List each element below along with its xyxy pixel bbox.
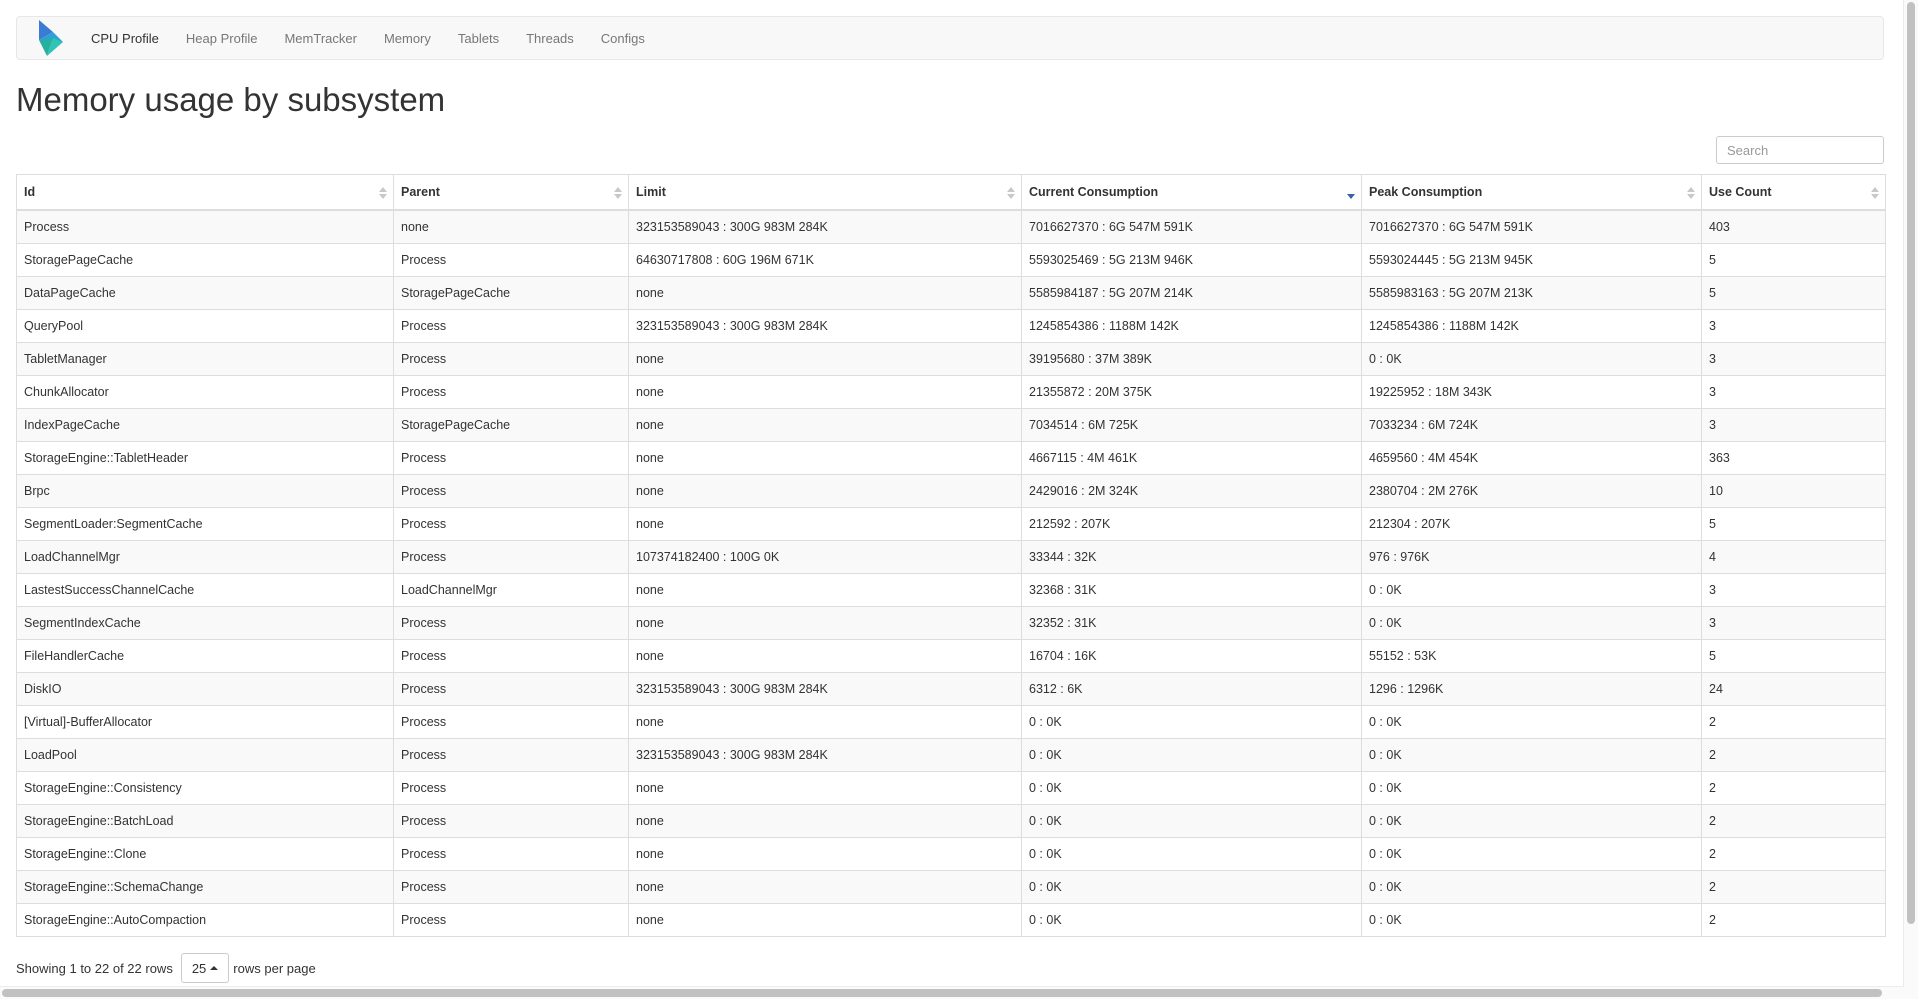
table-cell: StorageEngine::TabletHeader xyxy=(17,442,394,475)
table-cell: 0 : 0K xyxy=(1022,706,1362,739)
table-cell: 0 : 0K xyxy=(1362,706,1702,739)
table-cell: none xyxy=(629,376,1022,409)
table-row xyxy=(17,277,1886,310)
table-row xyxy=(17,673,1886,706)
table-cell: Process xyxy=(17,210,394,244)
sort-desc-icon xyxy=(1347,186,1355,200)
table-cell: Brpc xyxy=(17,475,394,508)
table-cell: 2 xyxy=(1702,739,1886,772)
table-cell: 16704 : 16K xyxy=(1022,640,1362,673)
sort-arrows-icon xyxy=(379,186,387,200)
caret-up-icon xyxy=(210,966,218,970)
top-navbar xyxy=(16,16,1884,60)
column-header-limit[interactable] xyxy=(629,175,1022,211)
table-cell: StoragePageCache xyxy=(394,277,629,310)
table-cell: 0 : 0K xyxy=(1362,838,1702,871)
table-cell: 363 xyxy=(1702,442,1886,475)
doris-logo-icon[interactable] xyxy=(35,18,65,58)
table-cell: 4667115 : 4M 461K xyxy=(1022,442,1362,475)
table-cell: 4 xyxy=(1702,541,1886,574)
table-cell: none xyxy=(629,805,1022,838)
table-cell: 323153589043 : 300G 983M 284K xyxy=(629,739,1022,772)
table-row xyxy=(17,310,1886,343)
table-cell: Process xyxy=(394,310,629,343)
nav-item-tablets[interactable]: Tablets xyxy=(457,30,500,46)
table-row xyxy=(17,541,1886,574)
table-cell: StorageEngine::Consistency xyxy=(17,772,394,805)
table-cell: 0 : 0K xyxy=(1022,772,1362,805)
table-cell: Process xyxy=(394,871,629,904)
sort-arrows-icon xyxy=(1687,186,1695,200)
table-cell: ChunkAllocator xyxy=(17,376,394,409)
column-header-use-count[interactable] xyxy=(1702,175,1886,211)
table-cell: DiskIO xyxy=(17,673,394,706)
table-cell: Process xyxy=(394,640,629,673)
table-cell: Process xyxy=(394,739,629,772)
table-cell: 3 xyxy=(1702,409,1886,442)
horizontal-scrollbar-thumb[interactable] xyxy=(2,989,1882,997)
table-cell: 0 : 0K xyxy=(1362,871,1702,904)
table-cell: 2 xyxy=(1702,706,1886,739)
pagination-info: Showing 1 to 22 of 22 rows xyxy=(16,960,173,976)
table-cell: 0 : 0K xyxy=(1362,607,1702,640)
table-cell: StorageEngine::BatchLoad xyxy=(17,805,394,838)
table-cell: Process xyxy=(394,376,629,409)
table-cell: 55152 : 53K xyxy=(1362,640,1702,673)
table-row xyxy=(17,805,1886,838)
table-cell: none xyxy=(629,508,1022,541)
table-cell: StoragePageCache xyxy=(17,244,394,277)
table-cell: 6312 : 6K xyxy=(1022,673,1362,706)
table-cell: 0 : 0K xyxy=(1022,838,1362,871)
table-row xyxy=(17,508,1886,541)
table-header-row xyxy=(17,175,1886,211)
table-cell: 1245854386 : 1188M 142K xyxy=(1362,310,1702,343)
table-cell: StorageEngine::Clone xyxy=(17,838,394,871)
table-cell: 7016627370 : 6G 547M 591K xyxy=(1362,210,1702,244)
table-cell: none xyxy=(629,706,1022,739)
table-cell: 976 : 976K xyxy=(1362,541,1702,574)
sort-arrows-icon xyxy=(614,186,622,200)
column-header-label: Use Count xyxy=(1709,185,1772,199)
table-cell: 2 xyxy=(1702,805,1886,838)
table-cell: Process xyxy=(394,673,629,706)
table-cell: none xyxy=(629,838,1022,871)
table-cell: Process xyxy=(394,475,629,508)
table-cell: 323153589043 : 300G 983M 284K xyxy=(629,210,1022,244)
table-cell: 2 xyxy=(1702,871,1886,904)
table-cell: 2 xyxy=(1702,772,1886,805)
table-cell: 5585983163 : 5G 207M 213K xyxy=(1362,277,1702,310)
table-cell: 7033234 : 6M 724K xyxy=(1362,409,1702,442)
table-cell: 212592 : 207K xyxy=(1022,508,1362,541)
table-cell: 3 xyxy=(1702,343,1886,376)
table-cell: Process xyxy=(394,343,629,376)
page-title: Memory usage by subsystem xyxy=(16,81,446,118)
nav-item-threads[interactable]: Threads xyxy=(526,30,574,46)
sort-arrows-icon xyxy=(1007,186,1015,200)
table-cell: 107374182400 : 100G 0K xyxy=(629,541,1022,574)
table-cell: DataPageCache xyxy=(17,277,394,310)
table-cell: 1296 : 1296K xyxy=(1362,673,1702,706)
table-cell: 0 : 0K xyxy=(1362,904,1702,937)
table-cell: LoadPool xyxy=(17,739,394,772)
table-cell: 0 : 0K xyxy=(1362,805,1702,838)
table-cell: IndexPageCache xyxy=(17,409,394,442)
nav-item-heap-profile[interactable]: Heap Profile xyxy=(185,30,258,46)
table-cell: 3 xyxy=(1702,607,1886,640)
table-cell: FileHandlerCache xyxy=(17,640,394,673)
table-cell: QueryPool xyxy=(17,310,394,343)
table-row xyxy=(17,574,1886,607)
table-cell: 5593025469 : 5G 213M 946K xyxy=(1022,244,1362,277)
table-cell: LastestSuccessChannelCache xyxy=(17,574,394,607)
table-cell: 5593024445 : 5G 213M 945K xyxy=(1362,244,1702,277)
table-cell: none xyxy=(629,871,1022,904)
table-cell: 5 xyxy=(1702,244,1886,277)
table-row xyxy=(17,210,1886,244)
table-cell: 5585984187 : 5G 207M 214K xyxy=(1022,277,1362,310)
table-cell: 2 xyxy=(1702,904,1886,937)
table-cell: 3 xyxy=(1702,574,1886,607)
table-cell: 33344 : 32K xyxy=(1022,541,1362,574)
table-cell: StorageEngine::SchemaChange xyxy=(17,871,394,904)
table-cell: Process xyxy=(394,706,629,739)
column-header-id[interactable] xyxy=(17,175,394,211)
table-cell: 19225952 : 18M 343K xyxy=(1362,376,1702,409)
table-row xyxy=(17,871,1886,904)
table-cell: 5 xyxy=(1702,508,1886,541)
table-cell: 0 : 0K xyxy=(1362,343,1702,376)
table-cell: none xyxy=(629,277,1022,310)
table-cell: Process xyxy=(394,607,629,640)
table-cell: SegmentIndexCache xyxy=(17,607,394,640)
table-cell: SegmentLoader:SegmentCache xyxy=(17,508,394,541)
table-cell: 0 : 0K xyxy=(1362,772,1702,805)
table-cell: 39195680 : 37M 389K xyxy=(1022,343,1362,376)
table-row xyxy=(17,409,1886,442)
nav-item-cpu-profile[interactable]: CPU Profile xyxy=(91,30,159,46)
table-cell: [Virtual]-BufferAllocator xyxy=(17,706,394,739)
table-cell: 24 xyxy=(1702,673,1886,706)
table-cell: 21355872 : 20M 375K xyxy=(1022,376,1362,409)
table-cell: none xyxy=(629,442,1022,475)
table-cell: none xyxy=(629,574,1022,607)
rows-per-page-label: rows per page xyxy=(233,960,316,976)
table-row xyxy=(17,376,1886,409)
table-row xyxy=(17,706,1886,739)
table-cell: 212304 : 207K xyxy=(1362,508,1702,541)
table-row xyxy=(17,343,1886,376)
table-row xyxy=(17,838,1886,871)
table-cell: LoadChannelMgr xyxy=(394,574,629,607)
table-cell: 323153589043 : 300G 983M 284K xyxy=(629,310,1022,343)
table-cell: Process xyxy=(394,508,629,541)
table-cell: 0 : 0K xyxy=(1022,805,1362,838)
table-cell: 32368 : 31K xyxy=(1022,574,1362,607)
table-cell: none xyxy=(629,772,1022,805)
table-cell: none xyxy=(629,904,1022,937)
nav-item-memtracker[interactable]: MemTracker xyxy=(284,30,357,46)
table-row xyxy=(17,475,1886,508)
nav-item-configs[interactable]: Configs xyxy=(600,30,645,46)
table-row xyxy=(17,739,1886,772)
table-cell: LoadChannelMgr xyxy=(17,541,394,574)
table-body xyxy=(17,210,1886,937)
pagination-footer xyxy=(16,952,316,984)
table-cell: Process xyxy=(394,244,629,277)
table-cell: none xyxy=(629,343,1022,376)
table-cell: 3 xyxy=(1702,310,1886,343)
table-cell: Process xyxy=(394,442,629,475)
table-cell: 323153589043 : 300G 983M 284K xyxy=(629,673,1022,706)
table-cell: 7034514 : 6M 725K xyxy=(1022,409,1362,442)
table-cell: Process xyxy=(394,904,629,937)
column-header-label: Id xyxy=(24,185,36,199)
nav-item-memory[interactable]: Memory xyxy=(383,30,431,46)
table-cell: Process xyxy=(394,772,629,805)
table-cell: none xyxy=(629,475,1022,508)
memory-table xyxy=(16,174,1886,937)
table-cell: none xyxy=(629,607,1022,640)
page-size-dropdown[interactable] xyxy=(181,953,229,983)
table-cell: 0 : 0K xyxy=(1362,574,1702,607)
table-row xyxy=(17,640,1886,673)
table-cell: 0 : 0K xyxy=(1022,739,1362,772)
table-row xyxy=(17,607,1886,640)
table-cell: 7016627370 : 6G 547M 591K xyxy=(1022,210,1362,244)
table-row xyxy=(17,772,1886,805)
table-row xyxy=(17,442,1886,475)
table-cell: Process xyxy=(394,541,629,574)
page-size-value: 25 xyxy=(191,960,207,976)
table-cell: StorageEngine::AutoCompaction xyxy=(17,904,394,937)
column-header-parent[interactable] xyxy=(394,175,629,211)
table-cell: 10 xyxy=(1702,475,1886,508)
horizontal-scrollbar[interactable] xyxy=(0,986,1904,999)
table-cell: 2429016 : 2M 324K xyxy=(1022,475,1362,508)
search-input[interactable] xyxy=(1716,136,1884,164)
vertical-scrollbar[interactable] xyxy=(1903,0,1918,999)
memory-table-wrapper xyxy=(16,174,1885,937)
table-cell: 2380704 : 2M 276K xyxy=(1362,475,1702,508)
table-cell: TabletManager xyxy=(17,343,394,376)
column-header-label: Limit xyxy=(636,185,666,199)
table-cell: none xyxy=(629,640,1022,673)
nav-links xyxy=(91,31,672,46)
table-cell: 4659560 : 4M 454K xyxy=(1362,442,1702,475)
table-cell: none xyxy=(629,409,1022,442)
table-row xyxy=(17,244,1886,277)
table-cell: 5 xyxy=(1702,277,1886,310)
column-header-label: Peak Consumption xyxy=(1369,185,1483,199)
table-cell: 0 : 0K xyxy=(1362,739,1702,772)
column-header-peak-consumption[interactable] xyxy=(1362,175,1702,211)
table-cell: 64630717808 : 60G 196M 671K xyxy=(629,244,1022,277)
table-cell: 403 xyxy=(1702,210,1886,244)
table-cell: 5 xyxy=(1702,640,1886,673)
table-cell: 1245854386 : 1188M 142K xyxy=(1022,310,1362,343)
sort-arrows-icon xyxy=(1871,186,1879,200)
table-cell: StoragePageCache xyxy=(394,409,629,442)
vertical-scrollbar-thumb[interactable] xyxy=(1907,2,1915,924)
table-cell: 32352 : 31K xyxy=(1022,607,1362,640)
column-header-current-consumption[interactable] xyxy=(1022,175,1362,211)
table-cell: 0 : 0K xyxy=(1022,871,1362,904)
column-header-label: Parent xyxy=(401,185,440,199)
table-cell: Process xyxy=(394,805,629,838)
table-cell: 0 : 0K xyxy=(1022,904,1362,937)
table-cell: none xyxy=(394,210,629,244)
table-cell: 3 xyxy=(1702,376,1886,409)
table-cell: Process xyxy=(394,838,629,871)
table-cell: 2 xyxy=(1702,838,1886,871)
table-row xyxy=(17,904,1886,937)
column-header-label: Current Consumption xyxy=(1029,185,1159,199)
